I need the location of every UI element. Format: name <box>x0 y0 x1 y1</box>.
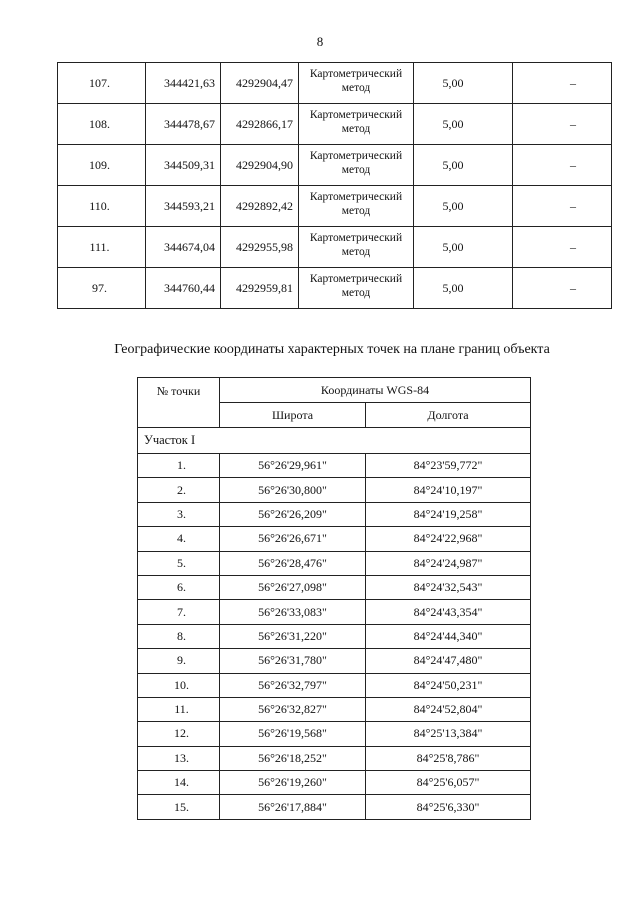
point-number: 108. <box>58 104 146 145</box>
coord-x: 344478,67 <box>146 104 221 145</box>
table-row <box>138 795 531 819</box>
point-number: 3. <box>138 502 220 526</box>
table-row <box>138 771 531 795</box>
method: Картометрический метод <box>299 268 414 309</box>
table-row <box>58 186 612 227</box>
method: Картометрический метод <box>299 145 414 186</box>
coord-x: 344674,04 <box>146 227 221 268</box>
longitude: 84°24'47,480" <box>366 649 531 673</box>
longitude: 84°24'10,197" <box>366 478 531 502</box>
table-row <box>138 722 531 746</box>
table-row <box>138 746 531 770</box>
point-number: 8. <box>138 624 220 648</box>
latitude: 56°26'29,961" <box>220 454 366 478</box>
table-row <box>138 624 531 648</box>
latitude: 56°26'31,220" <box>220 624 366 648</box>
boundary-points-table <box>57 62 612 309</box>
table-row <box>138 600 531 624</box>
coord-y: 4292904,90 <box>221 145 299 186</box>
accuracy: 5,00 <box>414 268 513 309</box>
latitude: 56°26'26,209" <box>220 502 366 526</box>
point-number: 6. <box>138 575 220 599</box>
longitude: 84°25'6,057" <box>366 771 531 795</box>
coord-y: 4292959,81 <box>221 268 299 309</box>
table-row <box>138 478 531 502</box>
point-number: 11. <box>138 697 220 721</box>
accuracy: 5,00 <box>414 104 513 145</box>
table-row <box>138 551 531 575</box>
accuracy: 5,00 <box>414 63 513 104</box>
longitude: 84°24'24,987" <box>366 551 531 575</box>
longitude: 84°23'59,772" <box>366 454 531 478</box>
point-number: 111. <box>58 227 146 268</box>
longitude: 84°24'50,231" <box>366 673 531 697</box>
table-row <box>138 673 531 697</box>
point-number: 4. <box>138 527 220 551</box>
latitude-header: Широта <box>220 403 366 428</box>
latitude: 56°26'27,098" <box>220 575 366 599</box>
table-row <box>58 145 612 186</box>
table-row <box>58 268 612 309</box>
section-label: Участок I <box>138 428 531 454</box>
method: Картометрический метод <box>299 186 414 227</box>
latitude: 56°26'19,568" <box>220 722 366 746</box>
point-number: 5. <box>138 551 220 575</box>
page-number: 8 <box>316 34 324 49</box>
coord-y: 4292892,42 <box>221 186 299 227</box>
point-number: 109. <box>58 145 146 186</box>
note: – <box>513 104 612 145</box>
coord-x: 344421,63 <box>146 63 221 104</box>
latitude: 56°26'32,827" <box>220 697 366 721</box>
latitude: 56°26'32,797" <box>220 673 366 697</box>
coords-system-header: Координаты WGS-84 <box>220 378 531 403</box>
coord-y: 4292955,98 <box>221 227 299 268</box>
note: – <box>513 268 612 309</box>
longitude: 84°25'8,786" <box>366 746 531 770</box>
point-number: 15. <box>138 795 220 819</box>
point-number: 9. <box>138 649 220 673</box>
point-number: 7. <box>138 600 220 624</box>
table-row <box>58 227 612 268</box>
method: Картометрический метод <box>299 227 414 268</box>
longitude: 84°24'52,804" <box>366 697 531 721</box>
note: – <box>513 186 612 227</box>
coord-x: 344509,31 <box>146 145 221 186</box>
table-row <box>138 575 531 599</box>
point-number: 13. <box>138 746 220 770</box>
geo-coords-caption: Географические координаты характерных точек на плане границ объекта <box>114 342 550 357</box>
note: – <box>513 145 612 186</box>
header-row <box>138 378 531 403</box>
longitude-header: Долгота <box>366 403 531 428</box>
latitude: 56°26'33,083" <box>220 600 366 624</box>
table-row <box>138 697 531 721</box>
point-number: 1. <box>138 454 220 478</box>
table-row <box>138 502 531 526</box>
latitude: 56°26'31,780" <box>220 649 366 673</box>
longitude: 84°24'19,258" <box>366 502 531 526</box>
longitude: 84°24'43,354" <box>366 600 531 624</box>
point-number: 14. <box>138 771 220 795</box>
method: Картометрический метод <box>299 63 414 104</box>
longitude: 84°24'22,968" <box>366 527 531 551</box>
table-row <box>138 527 531 551</box>
longitude: 84°24'44,340" <box>366 624 531 648</box>
accuracy: 5,00 <box>414 145 513 186</box>
point-number: 97. <box>58 268 146 309</box>
coord-x: 344593,21 <box>146 186 221 227</box>
method: Картометрический метод <box>299 104 414 145</box>
longitude: 84°25'6,330" <box>366 795 531 819</box>
table-row <box>58 63 612 104</box>
point-number: 107. <box>58 63 146 104</box>
table-row <box>58 104 612 145</box>
note: – <box>513 227 612 268</box>
geo-coords-table <box>137 377 531 820</box>
longitude: 84°24'32,543" <box>366 575 531 599</box>
table-row <box>138 649 531 673</box>
latitude: 56°26'26,671" <box>220 527 366 551</box>
point-number-header: № точки <box>138 378 220 428</box>
latitude: 56°26'19,260" <box>220 771 366 795</box>
accuracy: 5,00 <box>414 227 513 268</box>
table-row <box>138 454 531 478</box>
point-number: 2. <box>138 478 220 502</box>
coord-y: 4292866,17 <box>221 104 299 145</box>
note: – <box>513 63 612 104</box>
coord-y: 4292904,47 <box>221 63 299 104</box>
longitude: 84°25'13,384" <box>366 722 531 746</box>
section-row <box>138 428 531 454</box>
accuracy: 5,00 <box>414 186 513 227</box>
latitude: 56°26'30,800" <box>220 478 366 502</box>
latitude: 56°26'28,476" <box>220 551 366 575</box>
point-number: 12. <box>138 722 220 746</box>
latitude: 56°26'17,884" <box>220 795 366 819</box>
point-number: 10. <box>138 673 220 697</box>
latitude: 56°26'18,252" <box>220 746 366 770</box>
coord-x: 344760,44 <box>146 268 221 309</box>
point-number: 110. <box>58 186 146 227</box>
